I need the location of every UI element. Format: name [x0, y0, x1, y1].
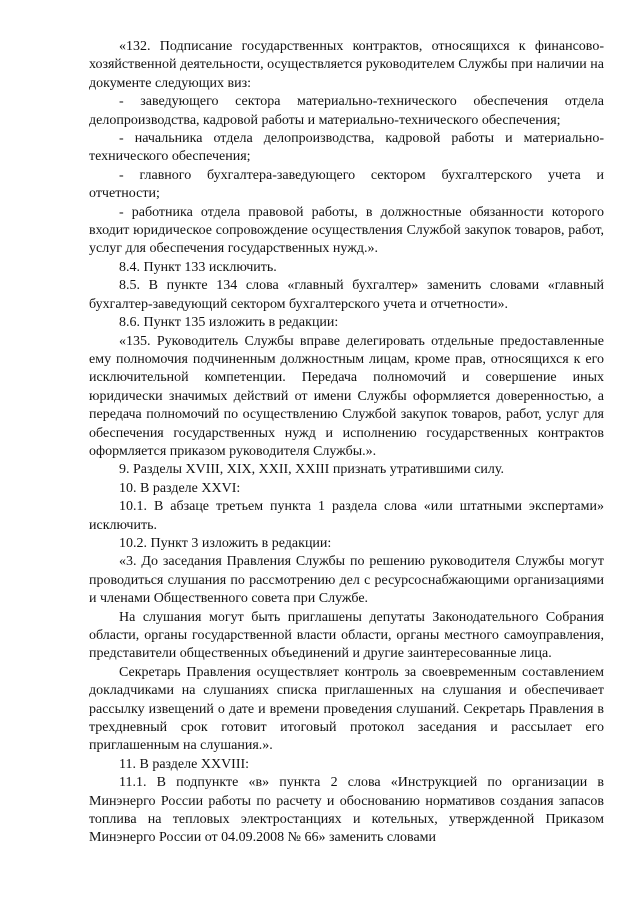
paragraph-11-1: 11.1. В подпункте «в» пункта 2 слова «Инструкцией по организации в Минэнерго России работы по расчету и обоснованию нормативов создания запасов топлива на тепловых электростанциях и котельных, утвержденной Приказом Минэнерго России от 04.09.2008 № 66» заменить словами	[89, 775, 604, 846]
paragraph-secretary: Секретарь Правления осуществляет контроль за своевременным составлением докладчиками на слушаниях списка приглашенных на слушания и обеспечивает рассылку извещений о дате и времени проведения слушаний. Секретарь Правления в трехдневный срок готовит итоговый протокол заседания и рассылает его приглашенным на слушания.».	[89, 664, 604, 754]
paragraph-invitees: На слушания могут быть приглашены депутаты Законодательного Собрания области, органы государственной власти области, органы местного самоуправления, представители общественных объединений и другие заинтересованные лица.	[89, 609, 604, 662]
paragraph-10-2: 10.2. Пункт 3 изложить в редакции:	[119, 535, 332, 551]
paragraph-10: 10. В разделе XXVI:	[119, 480, 241, 496]
paragraph-8-6: 8.6. Пункт 135 изложить в редакции:	[119, 315, 339, 331]
paragraph-visa-legal: - работника отдела правовой работы, в должностные обязанности которого входит юридическое сопровождение осуществления Службой закупок товаров, работ, услуг для обеспечения государственных нужд.».	[89, 204, 604, 257]
paragraph-visa-accountant: - главного бухгалтера-заведующего сектором бухгалтерского учета и отчетности;	[89, 167, 604, 202]
paragraph-visa-mto: - заведующего сектора материально-технического обеспечения отдела делопроизводства, кадровой работы и материально-технического обеспечения;	[89, 94, 604, 128]
paragraph-10-1: 10.1. В абзаце третьем пункта 1 раздела слова «или штатными экспертами» исключить.	[89, 499, 604, 533]
paragraph-8-5: 8.5. В пункте 134 слова «главный бухгалтер» заменить словами «главный бухгалтер-заведующий сектором бухгалтерского учета и отчетности».	[89, 278, 604, 312]
paragraph-9: 9. Разделы XVIII, XIX, XXII, XXIII признать утратившими силу.	[119, 462, 504, 478]
paragraph-11: 11. В разделе XXVIII:	[119, 756, 250, 772]
paragraph-3-hearings: «3. До заседания Правления Службы по решению руководителя Службы могут проводиться слушания по рассмотрению дел с ресурсоснабжающими организациями и членами Общественного совета при Службе.	[89, 554, 604, 607]
paragraph-132-intro: «132. Подписание государственных контрактов, относящихся к финансово-хозяйственной деятельности, осуществляется руководителем Службы при наличии на документе следующих виз:	[89, 39, 604, 91]
paragraph-135: «135. Руководитель Службы вправе делегировать отдельные предоставленные ему полномочия подчиненным должностным лицам, кроме прав, относящихся к его исключительной компетенции. Передача полномочий и совершение иных юридически значимых действий от имени Службы оформляется доверенностью, а передача полномочий по осуществлению Службой закупок товаров, работ, услуг для обеспечения государственных нужд и исполнению государственных контрактов оформляется приказом руководителя Службы.».	[89, 333, 604, 459]
paragraph-8-4: 8.4. Пункт 133 исключить.	[119, 259, 277, 275]
paragraph-visa-head: - начальника отдела делопроизводства, кадровой работы и материально-технического обеспечения;	[89, 131, 604, 165]
